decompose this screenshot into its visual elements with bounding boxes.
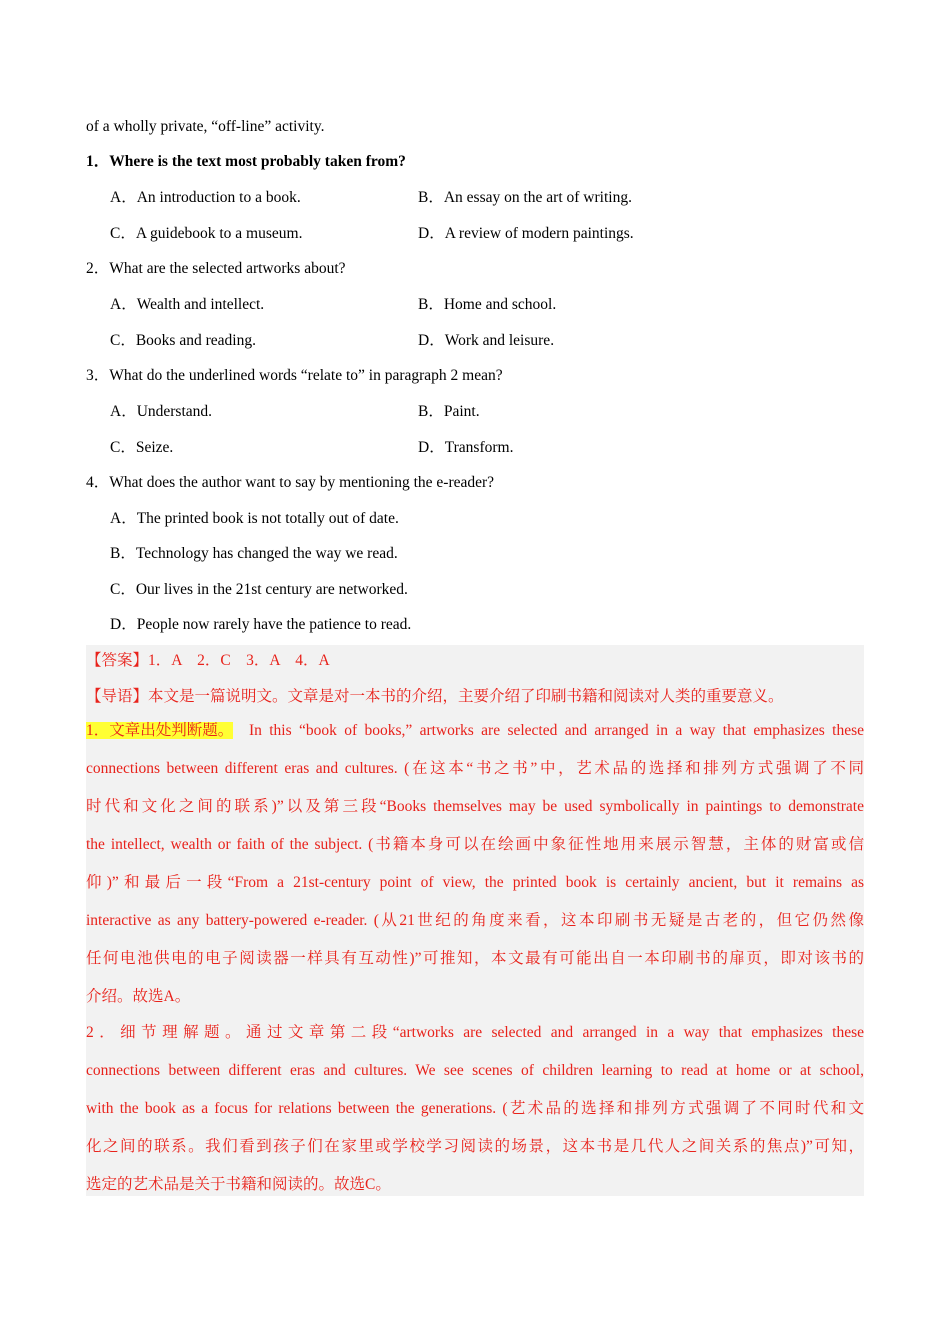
explanation-1-line: 仰)”和最后一段“From a 21st-century point of view, the printed book is certainly ancient, but it remains as	[86, 874, 864, 891]
explanation-2-line: connections between different eras and cultures. We see scenes of children learning to read at home or at school,	[86, 1062, 864, 1079]
question-2-stem: 2．What are the selected artworks about?	[86, 260, 346, 277]
question-3-option-a: A．Understand.	[110, 403, 213, 420]
question-4-option-c: C．Our lives in the 21st century are networked.	[110, 581, 408, 598]
explanation-1-label-highlight: 1．文章出处判断题。	[86, 722, 234, 739]
explanation-1-line: 时代和文化之间的联系)”以及第三段“Books themselves may be used symbolically in paintings to demonstrate	[86, 798, 864, 815]
answer-key: 【答案】1．A 2．C 3．A 4．A	[86, 652, 330, 669]
question-1-option-d: D．A review of modern paintings.	[418, 225, 634, 242]
question-2-option-a: A．Wealth and intellect.	[110, 296, 265, 313]
intro-tail-text: of a wholly private, “off-line” activity.	[86, 118, 325, 135]
question-3-stem: 3．What do the underlined words “relate to” in paragraph 2 mean?	[86, 367, 503, 384]
question-4-option-d: D．People now rarely have the patience to read.	[110, 616, 412, 633]
question-4-option-b: B．Technology has changed the way we read.	[110, 545, 398, 562]
question-2-option-d: D．Work and leisure.	[418, 332, 555, 349]
explanation-2-line: 2．细节理解题。通过文章第二段“artworks are selected and arranged in a way that emphasizes these	[86, 1024, 864, 1041]
explanation-2-line: with the book as a focus for relations between the generations. (艺术品的选择和排列方式强调了不同时代和文	[86, 1100, 864, 1117]
question-2-option-b: B．Home and school.	[418, 296, 557, 313]
explanation-1-line: connections between different eras and cultures. (在这本“书之书”中，艺术品的选择和排列方式强调了不同	[86, 760, 864, 777]
question-3-option-b: B．Paint.	[418, 403, 480, 420]
explanation-1-label	[86, 721, 233, 741]
explanation-1-line: 介绍。故选A。	[86, 988, 191, 1005]
question-1-option-a: A．An introduction to a book.	[110, 189, 301, 206]
explanation-1-line: 任何电池供电的电子阅读器一样具有互动性)”可推知，本文最有可能出自一本印刷书的扉页，即对该书的	[86, 950, 864, 967]
question-2-option-c: C．Books and reading.	[110, 332, 256, 349]
question-3-option-c: C．Seize.	[110, 439, 174, 456]
question-4-stem: 4．What does the author want to say by mentioning the e-reader?	[86, 474, 495, 491]
question-1-stem: 1．Where is the text most probably taken from?	[86, 153, 406, 170]
explanation-2-line: 化之间的联系。我们看到孩子们在家里或学校学习阅读的场景，这本书是几代人之间关系的焦点)”可知，	[86, 1138, 864, 1155]
explanation-1-line: the intellect, wealth or faith of the subject. (书籍本身可以在绘画中象征性地用来展示智慧，主体的财富或信	[86, 836, 864, 853]
question-1-option-c: C．A guidebook to a museum.	[110, 225, 303, 242]
explanation-2-line: 选定的艺术品是关于书籍和阅读的。故选C。	[86, 1176, 391, 1193]
question-4-option-a: A．The printed book is not totally out of date.	[110, 510, 399, 527]
question-3-option-d: D．Transform.	[418, 439, 514, 456]
question-1-option-b: B．An essay on the art of writing.	[418, 189, 632, 206]
answer-guide: 【导语】本文是一篇说明文。文章是对一本书的介绍，主要介绍了印刷书籍和阅读对人类的重要意义。	[86, 688, 784, 705]
explanation-1-line: interactive as any battery-powered e-reader. (从21世纪的角度来看，这本印刷书无疑是古老的，但它仍然像	[86, 912, 864, 929]
explanation-1-line: In this “book of books,” artworks are selected and arranged in a way that emphasizes these	[249, 722, 864, 739]
